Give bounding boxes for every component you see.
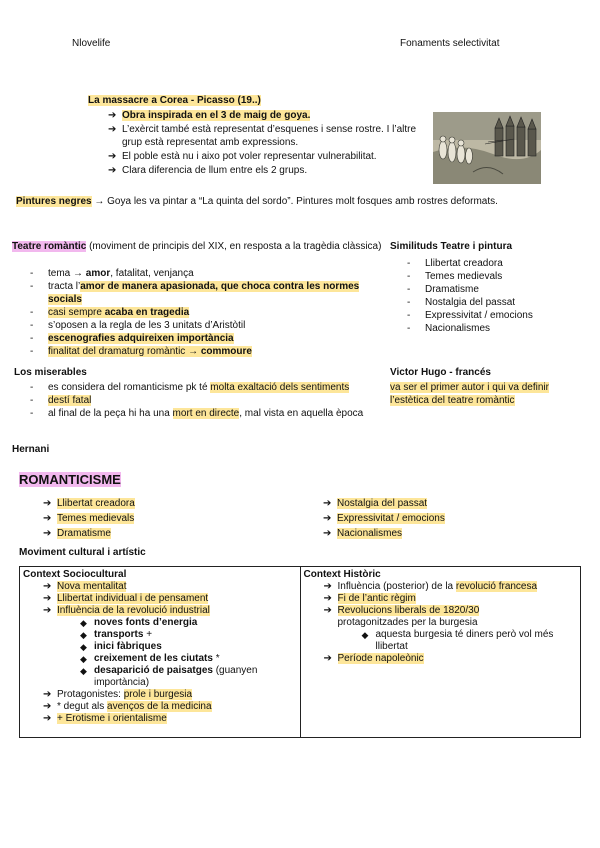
list-item: ◆ aquesta burgesia té diners però vol més llibertat [361,629,554,652]
list-item: ➔ Temes medievals [43,513,135,524]
arrow-icon: ➔ [43,498,52,509]
teatre-list [30,267,370,358]
list-item: ◆ inici fàbriques [80,641,162,652]
list-item: ➔ Protagonistes: prole i burgesia [43,689,193,700]
list-item: ➔ Nacionalismes [323,528,403,539]
arrow-icon: ➔ [43,593,52,604]
list-item: - Expressivitat / emocions [407,310,533,321]
arrow-icon: ➔ [323,593,332,604]
list-item: - Dramatisme [407,284,479,295]
arrow-icon: ➔ [323,498,332,509]
similituds-list [407,257,587,335]
victor-title: Victor Hugo - francés [390,367,491,378]
massacre-title: La massacre a Corea - Picasso (19..) [88,95,261,106]
list-item: ➔ Revolucions liberals de 1820/30 protagonitzades per la burgesia [323,605,480,628]
socio-title: Context Sociocultural [23,569,127,580]
arrow-icon: ➔ [43,513,52,524]
list-item: ➔ + Erotisme i orientalisme [43,713,167,724]
arrow-icon: ➔ [323,605,332,616]
list-item: ➔ Llibertat individual i de pensament [43,593,209,604]
arrow-icon: ➔ [43,689,52,700]
context-historic-cell [300,567,581,738]
list-item: - casi sempre acaba en tragedia [30,307,190,318]
list-item: - es considera del romanticisme pk té molta exaltació dels sentiments [30,382,350,393]
context-table [19,566,581,738]
list-item: ➔ Nostalgia del passat [323,498,428,509]
list-item: ➔ Llibertat creadora [43,498,135,509]
header-left: Nlovelife [72,38,111,49]
teatre-intro: Teatre romàntic (moviment de principis del XIX, en resposta a la tragèdia clàssica) [12,241,382,252]
arrow-icon: ➔ [323,513,332,524]
arrow-icon: ➔ [43,701,52,712]
list-item: ➔ L’exèrcit també està representat d’esquenes i sense rostre. I l’altre grup està representat amb expressions. [108,124,417,148]
diamond-bullet-icon: ◆ [80,654,87,664]
context-sociocultural-cell [20,567,301,738]
list-item: ➔ Dramatisme [43,528,111,539]
list-item: ➔ Fi de l’antic règim [323,593,416,604]
romanticisme-right [323,496,553,541]
list-item: ➔ Nova mentalitat [43,581,127,592]
massacre-painting-image [433,112,541,184]
arrow-icon: ➔ [43,581,52,592]
diamond-bullet-icon: ◆ [80,630,87,640]
arrow-icon: ➔ [108,124,117,135]
list-item: ➔ El poble està nu i aixo pot voler representar vulnerabilitat. [108,151,377,162]
hernani-title: Hernani [12,444,50,455]
list-item: - Llibertat creadora [407,258,503,269]
arrow-icon: ➔ [108,110,117,121]
list-item: ◆ noves fonts d’energia [80,617,198,628]
pintures-negres: Pintures negres → Goya les va pintar a “La quinta del sordo”. Pintures molt fosques amb rostres deformats. [16,196,498,207]
list-item: ➔ Influència (posterior) de la revolució francesa [323,581,538,592]
arrow-icon: ➔ [43,605,52,616]
victor-text: va ser el primer autor i qui va definir l’estètica del teatre romàntic [390,382,549,406]
arrow-icon: ➔ [108,165,117,176]
list-item: ◆ desaparició de paisatges (guanyen importància) [80,665,258,688]
header-right: Fonaments selectivitat [400,38,500,49]
arrow-icon: ➔ [43,528,52,539]
romanticisme-title: ROMANTICISME [19,472,121,487]
moviment-title: Moviment cultural i artístic [19,547,146,558]
arrow-icon: ➔ [43,713,52,724]
list-item: - tracta l’amor de manera apasionada, que choca contra les normes socials [30,281,360,305]
diamond-bullet-icon: ◆ [80,642,87,652]
similituds-title: Similituds Teatre i pintura [390,241,513,252]
arrow-icon: ➔ [323,528,332,539]
romanticisme-left [43,496,273,541]
diamond-bullet-icon: ◆ [361,630,369,640]
list-item: - tema → amor, fatalitat, venjança [30,268,194,279]
historic-title: Context Històric [303,569,381,580]
diamond-bullet-icon: ◆ [80,666,87,676]
list-item: ➔ Clara diferencia de llum entre els 2 grups. [108,165,308,176]
list-item: - finalitat del dramaturg romàntic → commoure [30,346,252,357]
list-item: ◆ creixement de les ciutats * [80,653,220,664]
miserables-title: Los miserables [14,367,87,378]
list-item: ➔ * degut als avenços de la medicina [43,701,212,712]
arrow-icon: ➔ [323,653,332,664]
list-item: ➔ Període napoleònic [323,653,424,664]
arrow-icon: ➔ [323,581,332,592]
miserables-list [30,381,368,420]
massacre-list [108,109,428,177]
list-item: ➔ Expressivitat / emocions [323,513,445,524]
list-item: - al final de la peça hi ha una mort en directe, mal vista en aquella època [30,408,364,419]
list-item: ◆ transports + [80,629,153,640]
list-item: - Nostalgia del passat [407,297,516,308]
diamond-bullet-icon: ◆ [80,618,87,628]
list-item: ➔ Influència de la revolució industrial [43,605,210,616]
list-item: - s’oposen a la regla de les 3 unitats d’Aristòtil [30,320,246,331]
list-item: - destí fatal [30,395,92,406]
list-item: - Temes medievals [407,271,503,282]
arrow-icon: ➔ [108,151,117,162]
list-item: - escenografies adquireixen importància [30,333,234,344]
list-item: ➔ Obra inspirada en el 3 de maig de goya. [108,110,311,121]
list-item: - Nacionalismes [407,323,491,334]
